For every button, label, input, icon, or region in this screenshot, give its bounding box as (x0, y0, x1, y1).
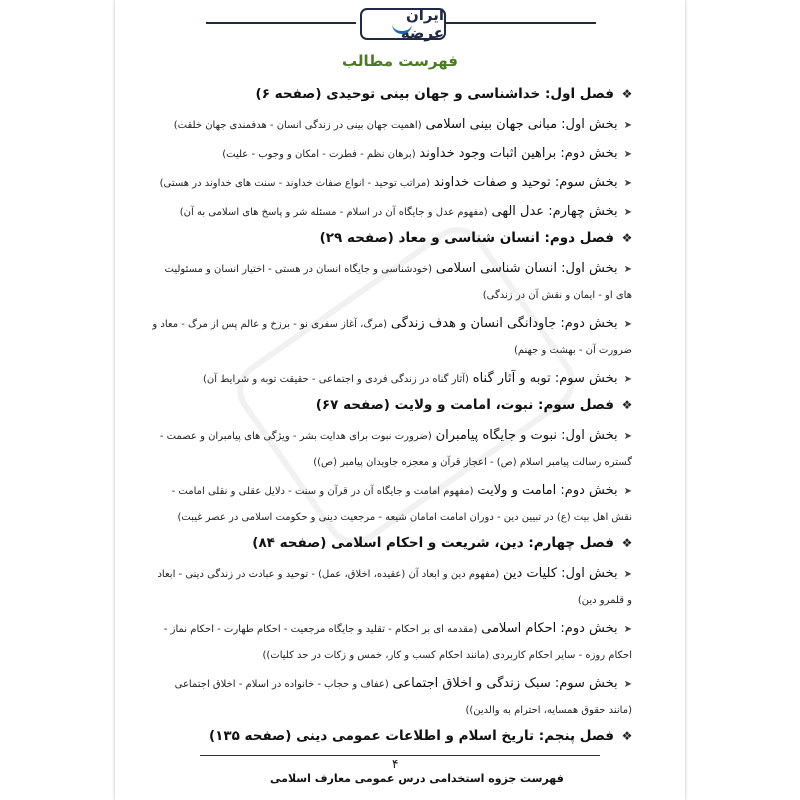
chapter-title: فصل سوم: نبوت، امامت و ولایت (صفحه ۶۷) (315, 397, 614, 413)
toc-section (150, 423, 634, 475)
toc-section (150, 671, 634, 723)
toc-chapter (150, 228, 634, 392)
toc-chapter (150, 533, 634, 723)
arrow-bullet-icon: ➤ (623, 431, 632, 442)
arrow-bullet-icon: ➤ (623, 120, 632, 131)
header-divider-left (206, 22, 356, 24)
chapter-heading (150, 84, 634, 104)
toc-list (150, 84, 634, 754)
section-desc: (اهمیت جهان بینی در زندگی انسان - هدفمندی جهان خلقت) (173, 120, 422, 131)
diamond-bullet-icon: ❖ (621, 536, 633, 550)
toc-section (150, 199, 634, 225)
toc-section (150, 112, 634, 138)
section-title: بخش اول: نبوت و جایگاه پیامبران (435, 428, 618, 443)
arrow-bullet-icon: ➤ (623, 207, 632, 218)
section-title: بخش سوم: سبک زندگی و اخلاق اجتماعی (392, 676, 618, 691)
toc-section (150, 561, 634, 613)
brand-logo-text: ایران عرضه (400, 6, 444, 42)
toc-chapter (150, 395, 634, 530)
arrow-bullet-icon: ➤ (623, 149, 632, 160)
chapter-title: فصل اول: خداشناسی و جهان بینی توحیدی (صفحه ۶) (255, 86, 614, 102)
arrow-bullet-icon: ➤ (623, 264, 632, 275)
toc-chapter (150, 726, 634, 746)
arrow-bullet-icon: ➤ (623, 486, 632, 497)
section-title: بخش چهارم: عدل الهی (491, 204, 618, 219)
arrow-bullet-icon: ➤ (623, 374, 632, 385)
section-desc: (مفهوم دین و ابعاد آن (عقیده، اخلاق، عمل) - توحید و عبادت در زندگی دینی - ابعاد و قلمرو دین) (157, 569, 632, 606)
arrow-bullet-icon: ➤ (623, 319, 632, 330)
chapter-heading (150, 726, 634, 746)
chapter-title: فصل پنجم: تاریخ اسلام و اطلاعات عمومی دینی (صفحه ۱۳۵) (208, 728, 614, 744)
toc-section (150, 170, 634, 196)
section-desc: (ضرورت نبوت برای هدایت بشر - ویژگی های پیامبران و عصمت - گستره رسالت پیامبر اسلام (ص) - اعجاز قرآن و معجزه جاویدان پیامبر (ص)) (159, 431, 632, 468)
chapter-title: فصل دوم: انسان شناسی و معاد (صفحه ۲۹) (319, 230, 614, 246)
diamond-bullet-icon: ❖ (621, 87, 633, 101)
toc-section (150, 478, 634, 530)
diamond-bullet-icon: ❖ (621, 398, 633, 412)
section-title: بخش دوم: براهین اثبات وجود خداوند (419, 146, 618, 161)
toc-chapter (150, 84, 634, 225)
footer-section-name: فهرست (520, 772, 564, 785)
section-desc: (آثار گناه در زندگی فردی و اجتماعی - حقیقت توبه و شرایط آن) (202, 374, 469, 385)
section-desc: (مرگ، آغاز سفری نو - برزخ و عالم پس از مرگ - معاد و ضرورت آن - بهشت و جهنم) (152, 319, 632, 356)
section-title: بخش دوم: امامت و ولایت (477, 483, 618, 498)
footer-divider (200, 755, 600, 756)
toc-title: فهرست مطالب (342, 52, 458, 70)
chapter-title: فصل چهارم: دین، شریعت و احکام اسلامی (صفحه ۸۴) (252, 535, 614, 551)
section-desc: (مقدمه ای بر احکام - تقلید و جایگاه مرجعیت - احکام طهارت - احکام نماز - احکام روزه - سایر احکام کاربردی (مانند احکام کسب و کار، خمس و زکات در حد کلیات)) (163, 624, 632, 661)
section-title: بخش اول: کلیات دین (502, 566, 618, 581)
chapter-heading (150, 228, 634, 248)
section-desc: (برهان نظم - فطرت - امکان و وجوب - علیت) (222, 149, 416, 160)
section-desc: (خودشناسی و جایگاه انسان در هستی - اختیار انسان و مسئولیت های او - ایمان و نقش آن در زندگی) (164, 264, 632, 301)
section-title: بخش اول: مبانی جهان بینی اسلامی (425, 117, 618, 132)
section-title: بخش دوم: احکام اسلامی (481, 621, 618, 636)
arrow-bullet-icon: ➤ (623, 624, 632, 635)
section-desc: (عفاف و حجاب - خانواده در اسلام - اخلاق اجتماعی (مانند حقوق همسایه، احترام به والدین)) (174, 679, 632, 716)
section-title: بخش سوم: توبه و آثار گناه (472, 371, 618, 386)
section-desc: (مراتب توحید - انواع صفات خداوند - سنت های خداوند در هستی) (159, 178, 431, 189)
diamond-bullet-icon: ❖ (621, 231, 633, 245)
header-divider-right (446, 22, 596, 24)
page-number: ۴ (392, 757, 399, 771)
toc-section (150, 616, 634, 668)
toc-section (150, 311, 634, 363)
arrow-bullet-icon: ➤ (623, 569, 632, 580)
section-title: بخش دوم: جاودانگی انسان و هدف زندگی (390, 316, 618, 331)
arrow-bullet-icon: ➤ (623, 178, 632, 189)
brand-logo (360, 8, 446, 40)
arrow-bullet-icon: ➤ (623, 679, 632, 690)
chapter-heading (150, 395, 634, 415)
toc-section (150, 141, 634, 167)
diamond-bullet-icon: ❖ (621, 729, 633, 743)
section-title: بخش سوم: توحید و صفات خداوند (433, 175, 618, 190)
chapter-heading (150, 533, 634, 553)
section-desc: (مفهوم عدل و جایگاه آن در اسلام - مسئله شر و پاسخ های اسلامی به آن) (179, 207, 488, 218)
toc-section (150, 256, 634, 308)
section-desc: (مفهوم امامت و جایگاه آن در قرآن و سنت - دلایل عقلی و نقلی امامت - نقش اهل بیت (ع) در تبیین دین - دوران امامت امامان شیعه - مرجعیت دینی و حکومت اسلامی در عصر غیبت) (171, 486, 632, 523)
footer-book-title: جزوه استخدامی درس عمومی معارف اسلامی (270, 772, 517, 785)
toc-section (150, 366, 634, 392)
section-title: بخش اول: انسان شناسی اسلامی (435, 261, 618, 276)
